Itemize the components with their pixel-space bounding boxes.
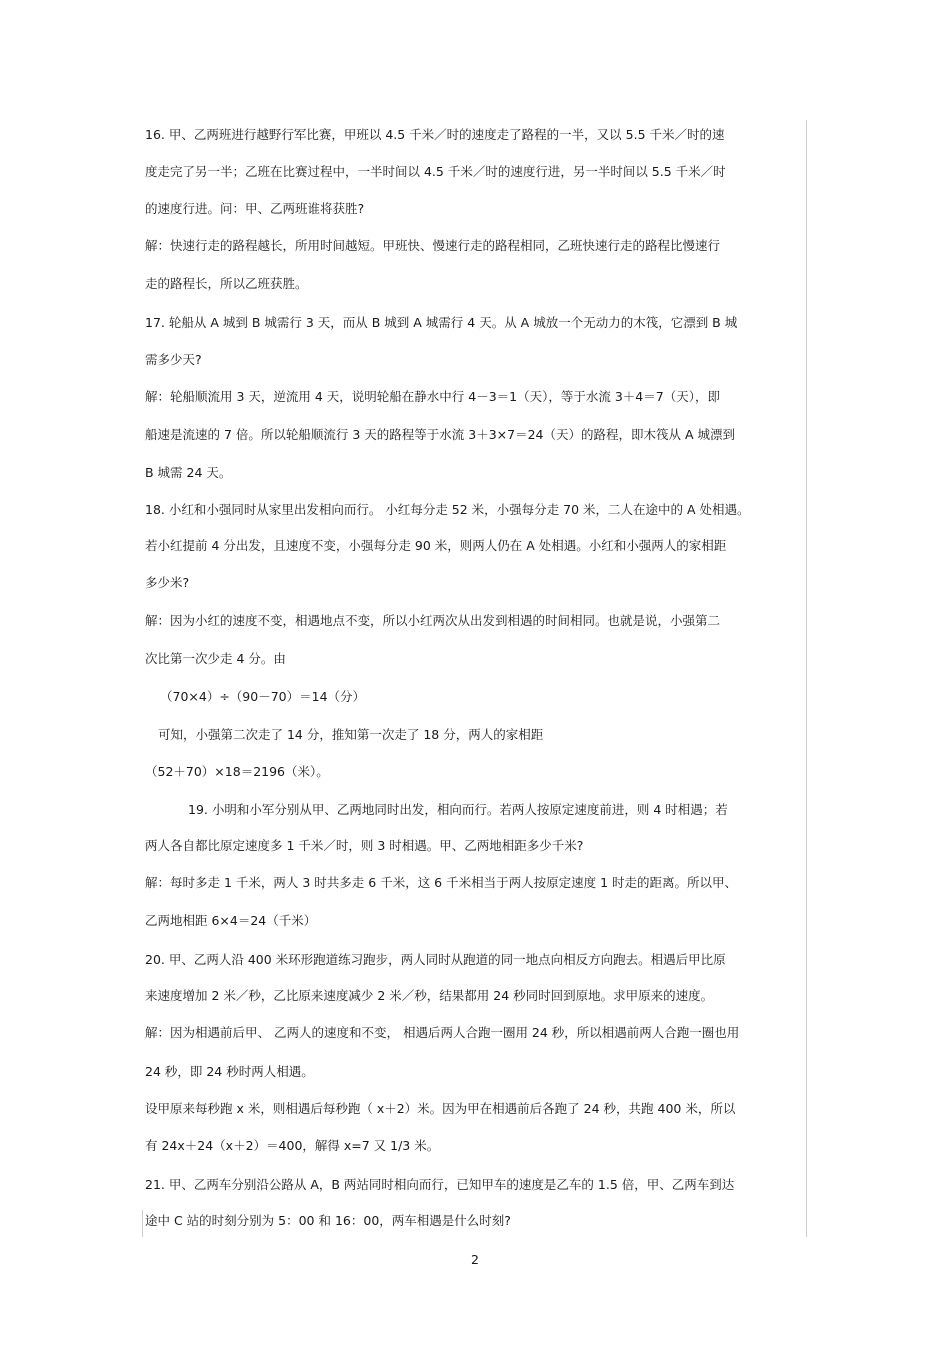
text-line: 乙两地相距 6×4＝24（千米） (145, 913, 317, 928)
text-line: （52＋70）×18＝2196（米）。 (145, 764, 329, 779)
text-line: 船速是流速的 7 倍。所以轮船顺流行 3 天的路程等于水流 3＋3×7＝24（天）的路程，即木筏从 A 城漂到 (145, 427, 736, 442)
page-number: 2 (471, 1252, 479, 1267)
text-line: 19. 小明和小军分别从甲、乙两地同时出发，相向而行。若两人按原定速度前进，则 4 时相遇；若 (188, 802, 728, 817)
text-line: 走的路程长，所以乙班获胜。 (145, 276, 308, 291)
text-line: 解：轮船顺流用 3 天，逆流用 4 天，说明轮船在静水中行 4－3＝1（天），等于水流 3＋4＝7（天），即 (145, 389, 720, 404)
text-line: 17. 轮船从 A 城到 B 城需行 3 天，而从 B 城到 A 城需行 4 天。从 A 城放一个无动力的木筏，它漂到 B 城 (145, 315, 738, 330)
page-border-left (142, 1210, 143, 1237)
text-line: 次比第一次少走 4 分。由 (145, 651, 286, 666)
text-line: 16. 甲、乙两班进行越野行军比赛，甲班以 4.5 千米／时的速度走了路程的一半，又以 5.5 千米／时的速 (145, 127, 725, 142)
text-line: 20. 甲、乙两人沿 400 米环形跑道练习跑步，两人同时从跑道的同一地点向相反方向跑去。相遇后甲比原 (145, 952, 726, 967)
text-line: 有 24x＋24（x＋2）＝400，解得 x=7 又 1/3 米。 (145, 1138, 440, 1153)
text-line: 解：因为小红的速度不变，相遇地点不变，所以小红两次从出发到相遇的时间相同。也就是说，小强第二 (145, 613, 721, 628)
text-line: 若小红提前 4 分出发，且速度不变，小强每分走 90 米，则两人仍在 A 处相遇。小红和小强两人的家相距 (145, 538, 727, 553)
text-line: 多少米? (145, 575, 190, 590)
text-line: 解：快速行走的路程越长，所用时间越短。甲班快、慢速行走的路程相同，乙班快速行走的路程比慢速行 (145, 238, 721, 253)
text-line: 需多少天? (145, 352, 202, 367)
text-line: 途中 C 站的时刻分别为 5：00 和 16：00，两车相遇是什么时刻? (145, 1213, 511, 1228)
text-line: 解：因为相遇前后甲、 乙两人的速度和不变， 相遇后两人合跑一圈用 24 秒，所以相遇前两人合跑一圈也用 (145, 1025, 740, 1040)
text-line: 21. 甲、乙两车分别沿公路从 A，B 两站同时相向而行，已知甲车的速度是乙车的 1.5 倍，甲、乙两车到达 (145, 1177, 735, 1192)
text-line: 18. 小红和小强同时从家里出发相向而行。 小红每分走 52 米，小强每分走 70 米，二人在途中的 A 处相遇。 (145, 502, 750, 517)
text-line: （70×4）÷（90－70）＝14（分） (160, 689, 366, 704)
text-line: 的速度行进。问：甲、乙两班谁将获胜? (145, 201, 365, 216)
text-line: 解：每时多走 1 千米，两人 3 时共多走 6 千米，这 6 千米相当于两人按原定速度 1 时走的距离。所以甲、 (145, 875, 738, 890)
text-line: 可知，小强第二次走了 14 分，推知第一次走了 18 分，两人的家相距 (158, 727, 544, 742)
text-line: 设甲原来每秒跑 x 米，则相遇后每秒跑（ x＋2）米。因为甲在相遇前后各跑了 24 秒，共跑 400 米，所以 (145, 1101, 736, 1116)
page-border-right (806, 120, 807, 1237)
text-line: 24 秒，即 24 秒时两人相遇。 (145, 1064, 314, 1079)
text-line: 两人各自都比原定速度多 1 千米／时，则 3 时相遇。甲、乙两地相距多少千米? (145, 838, 584, 853)
text-line: 来速度增加 2 米／秒，乙比原来速度减少 2 米／秒，结果都用 24 秒同时回到原地。求甲原来的速度。 (145, 988, 714, 1003)
text-line: 度走完了另一半；乙班在比赛过程中，一半时间以 4.5 千米／时的速度行进，另一半时间以 5.5 千米／时 (145, 164, 726, 179)
text-line: B 城需 24 天。 (145, 465, 232, 480)
